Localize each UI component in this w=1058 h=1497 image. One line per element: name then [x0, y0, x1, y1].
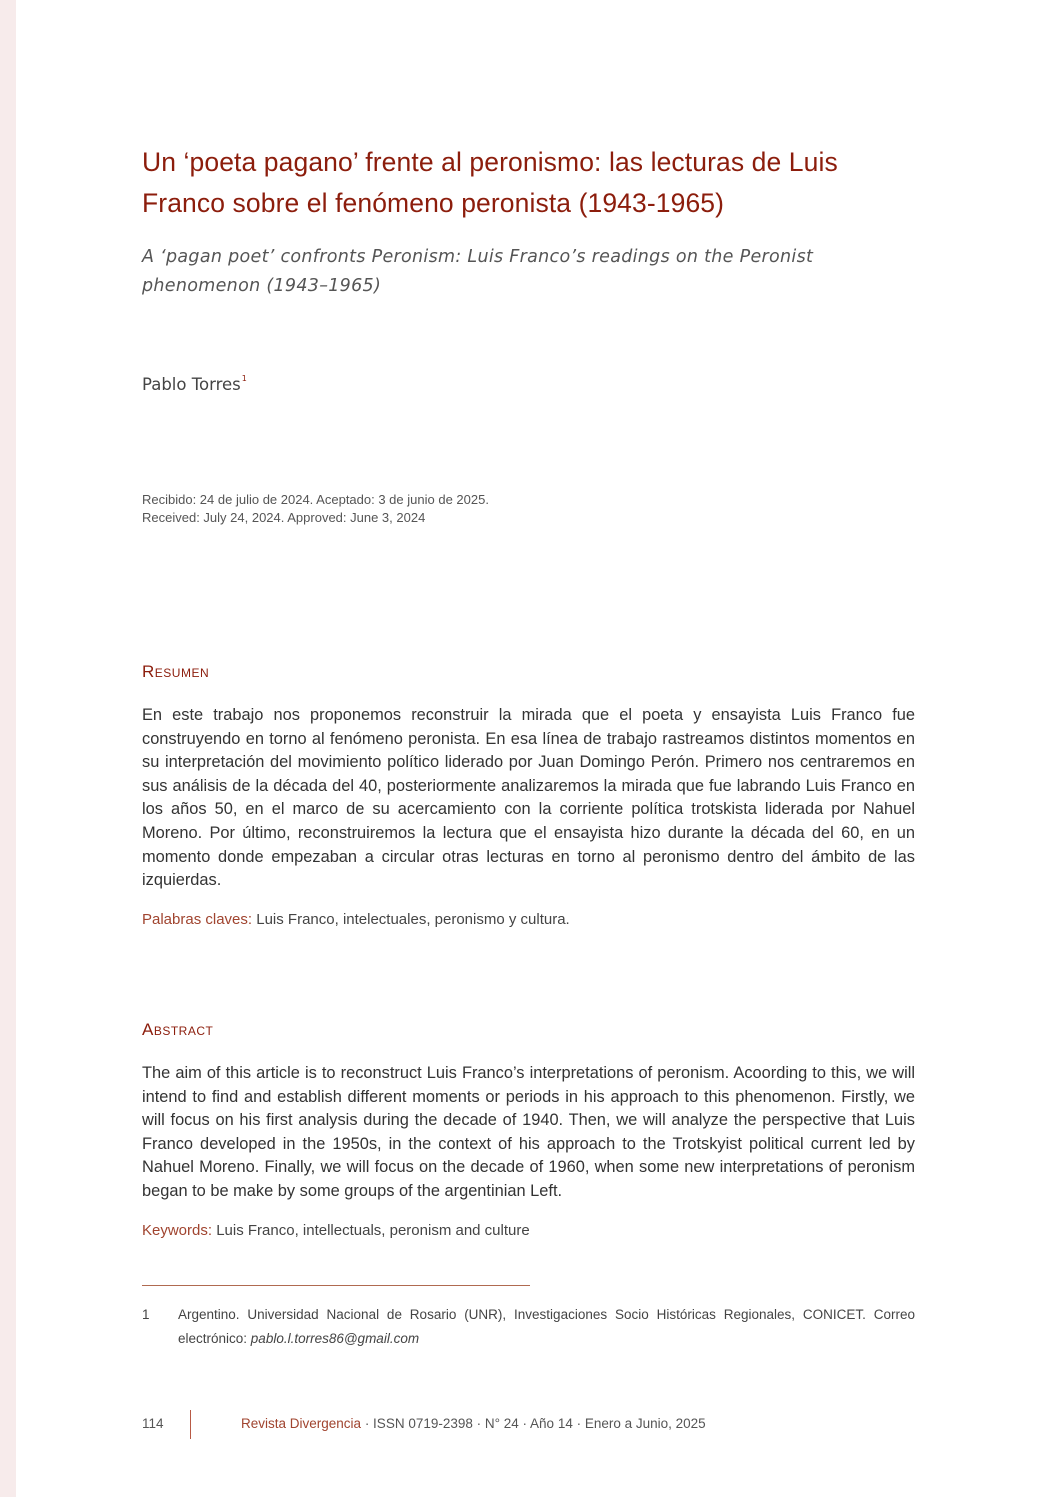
- page-side-strip: [0, 0, 16, 1497]
- resumen-text: En este trabajo nos proponemos reconstruir la mirada que el poeta y ensayista Luis Franco fue construyendo en torno al fenómeno peronista. En esa línea de trabajo rastreamos distintos momentos en su interpretación del movimiento político liderado por Juan Domingo Perón. Primero nos centraremos en sus análisis de la década del 40, posteriormente analizaremos la mirada que fue labrando Luis Franco en los años 50, en el marco de su acercamiento con la corriente política trotskista liderada por Nahuel Moreno. Por último, reconstruiremos la lectura que el ensayista hizo durante la década del 60, en un momento donde empezaban a circular otras lecturas en torno al peronismo dentro del ámbito de las izquierdas.: [142, 706, 915, 890]
- abstract-heading: Abstract: [142, 1020, 214, 1039]
- submission-dates: [142, 491, 489, 527]
- footnote-number: 1: [142, 1307, 150, 1322]
- footnote: [142, 1303, 915, 1351]
- page-number: 114: [142, 1416, 164, 1431]
- abstract-text: The aim of this article is to reconstruct Luis Franco’s interpretations of peronism. Acoording to this, we will intend to find and establish different moments or periods in his approach to this phenomenon. Firstly, we will focus on his first analysis during the decade of 1940. Then, we will analyze the perspective that Luis Franco developed in the 1950s, in the context of his approach to the Trotskyist political current led by Nahuel Moreno. Finally, we will focus on the decade of 1960, when some new interpretations of peronism began to be make by some groups of the argentinian Left.: [142, 1064, 915, 1200]
- dates-spanish: Recibido: 24 de julio de 2024. Aceptado: 3 de junio de 2025.: [142, 492, 489, 507]
- journal-info: [241, 1416, 706, 1431]
- article-subtitle-english: A ‘pagan poet’ confronts Peronism: Luis Franco’s readings on the Peronist phenomenon (1943–1965): [142, 247, 814, 296]
- abstract-keywords-label: Keywords:: [142, 1222, 213, 1239]
- author-footnote-ref[interactable]: 1: [241, 374, 247, 383]
- footnote-text: Argentino. Universidad Nacional de Rosario (UNR), Investigaciones Socio Históricas Regionales, CONICET. Correo electrónico:: [178, 1307, 915, 1346]
- page-footer: [142, 1410, 842, 1440]
- resumen-heading: Resumen: [142, 662, 210, 681]
- resumen-keywords-label: Palabras claves:: [142, 911, 253, 928]
- resumen-keywords-list: Luis Franco, intelectuales, peronismo y cultura.: [256, 911, 570, 928]
- author-name: Pablo Torres: [142, 375, 241, 394]
- dates-english: Received: July 24, 2024. Approved: June 3, 2024: [142, 510, 426, 525]
- author: [142, 374, 247, 394]
- abstract-keywords: [142, 1222, 915, 1239]
- journal-details: · ISSN 0719-2398 · N° 24 · Año 14 · Enero a Junio, 2025: [361, 1416, 706, 1431]
- abstract-keywords-list: Luis Franco, intellectuals, peronism and culture: [216, 1222, 530, 1239]
- article-title: Un ‘poeta pagano’ frente al peronismo: las lecturas de Luis Franco sobre el fenómeno peronista (1943-1965): [142, 147, 838, 218]
- journal-name: Revista Divergencia: [241, 1416, 362, 1431]
- footnote-body: [178, 1303, 915, 1351]
- footnote-divider: [142, 1285, 530, 1286]
- footnote-email-link[interactable]: pablo.l.torres86@gmail.com: [250, 1331, 420, 1346]
- footer-divider: [190, 1410, 191, 1439]
- resumen-keywords: [142, 911, 915, 928]
